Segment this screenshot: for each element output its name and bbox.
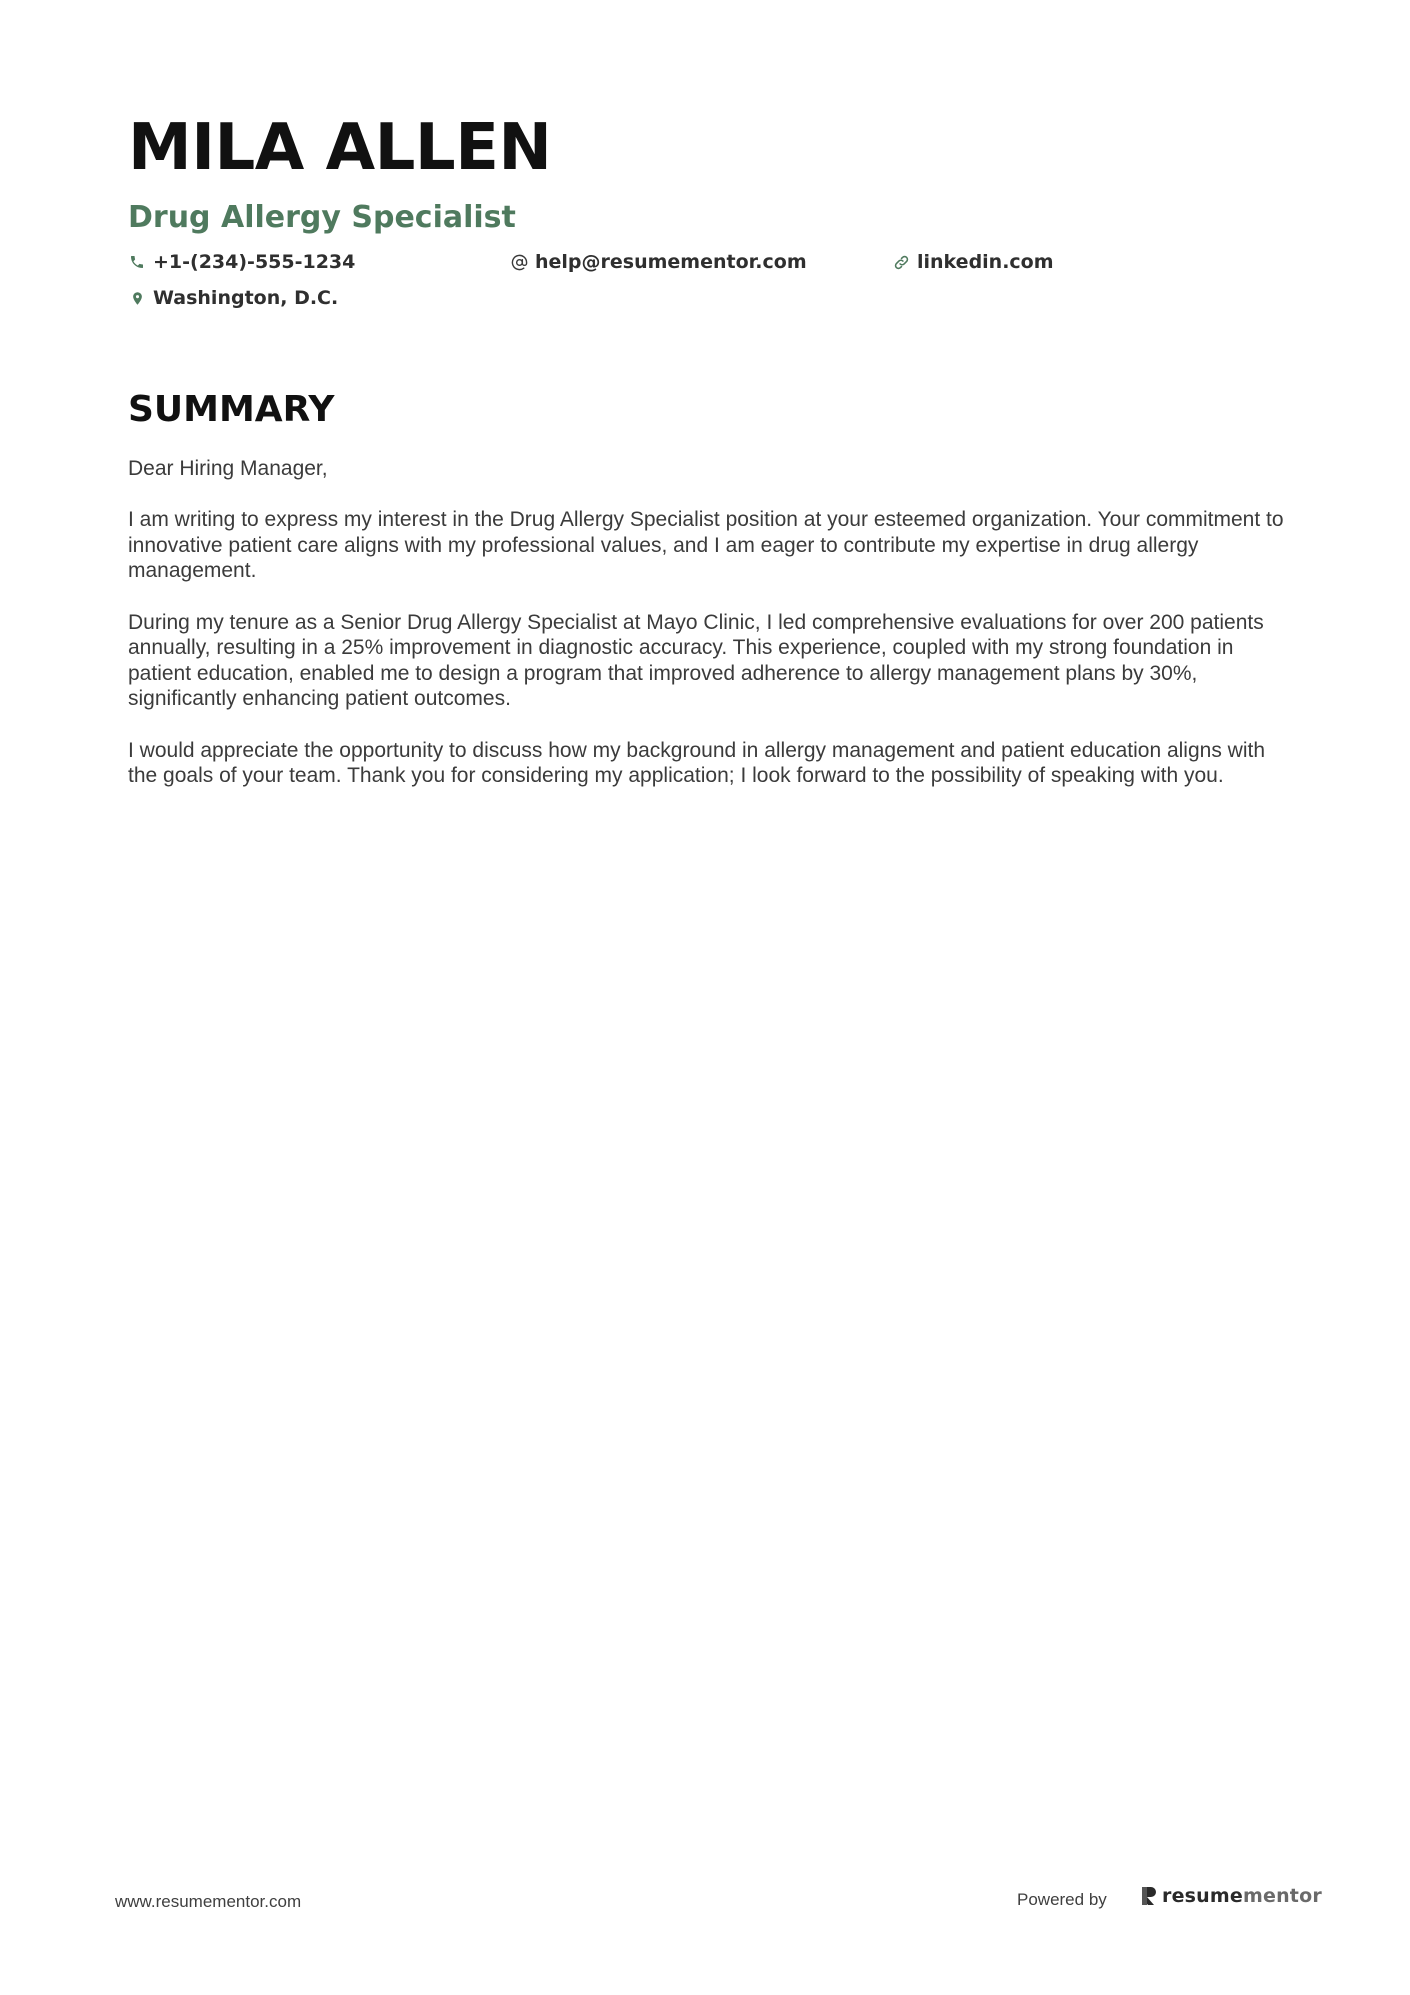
contact-link[interactable] xyxy=(892,248,1274,276)
contact-email[interactable] xyxy=(510,248,892,276)
candidate-name: MILA ALLEN xyxy=(128,111,552,185)
email-address[interactable]: help@resumementor.com xyxy=(535,251,807,273)
letter-paragraph: During my tenure as a Senior Drug Allergy Specialist at Mayo Clinic, I led comprehensive evaluations for over 200 patients annually, resulting in a 25% improvement in diagnostic accuracy. This experience, coupled with my strong foundation in patient education, enabled me to design a program that improved adherence to allergy management plans by 30%, significantly enhancing patient outcomes. xyxy=(128,610,1264,711)
location-pin-icon xyxy=(128,289,146,307)
contact-location xyxy=(128,284,510,312)
at-icon xyxy=(510,253,528,271)
resumementor-logo-icon xyxy=(1140,1885,1158,1907)
linkedin-link[interactable]: linkedin.com xyxy=(917,251,1054,273)
contact-phone xyxy=(128,248,510,276)
phone-icon xyxy=(128,253,146,271)
location-text: Washington, D.C. xyxy=(153,287,339,309)
brand-logo[interactable] xyxy=(1140,1885,1322,1907)
letter-paragraph: I would appreciate the opportunity to discuss how my background in allergy management and patient education aligns with the goals of your team. Thank you for considering my application; I look forward to the possibility of speaking with you. xyxy=(128,738,1266,788)
link-icon xyxy=(892,253,910,271)
resume-header xyxy=(128,108,1288,312)
brand-wordmark xyxy=(1162,1885,1322,1907)
brand-wordmark-light: mentor xyxy=(1242,1885,1322,1907)
phone-number: +1-(234)-555-1234 xyxy=(153,251,356,273)
letter-greeting: Dear Hiring Manager, xyxy=(128,457,328,480)
footer-website[interactable]: www.resumementor.com xyxy=(115,1892,302,1911)
powered-by-label: Powered by xyxy=(1017,1890,1107,1909)
job-title: Drug Allergy Specialist xyxy=(128,200,516,235)
brand-wordmark-bold: resume xyxy=(1162,1885,1243,1907)
summary-heading: SUMMARY xyxy=(128,389,335,430)
letter-paragraph: I am writing to express my interest in the Drug Allergy Specialist position at your esteemed organization. Your commitment to innovative patient care aligns with my professional values, and I am eager to contribute my expertise in drug allergy management. xyxy=(128,508,1284,583)
cover-letter-body xyxy=(128,456,1298,814)
contact-info xyxy=(128,248,1288,312)
